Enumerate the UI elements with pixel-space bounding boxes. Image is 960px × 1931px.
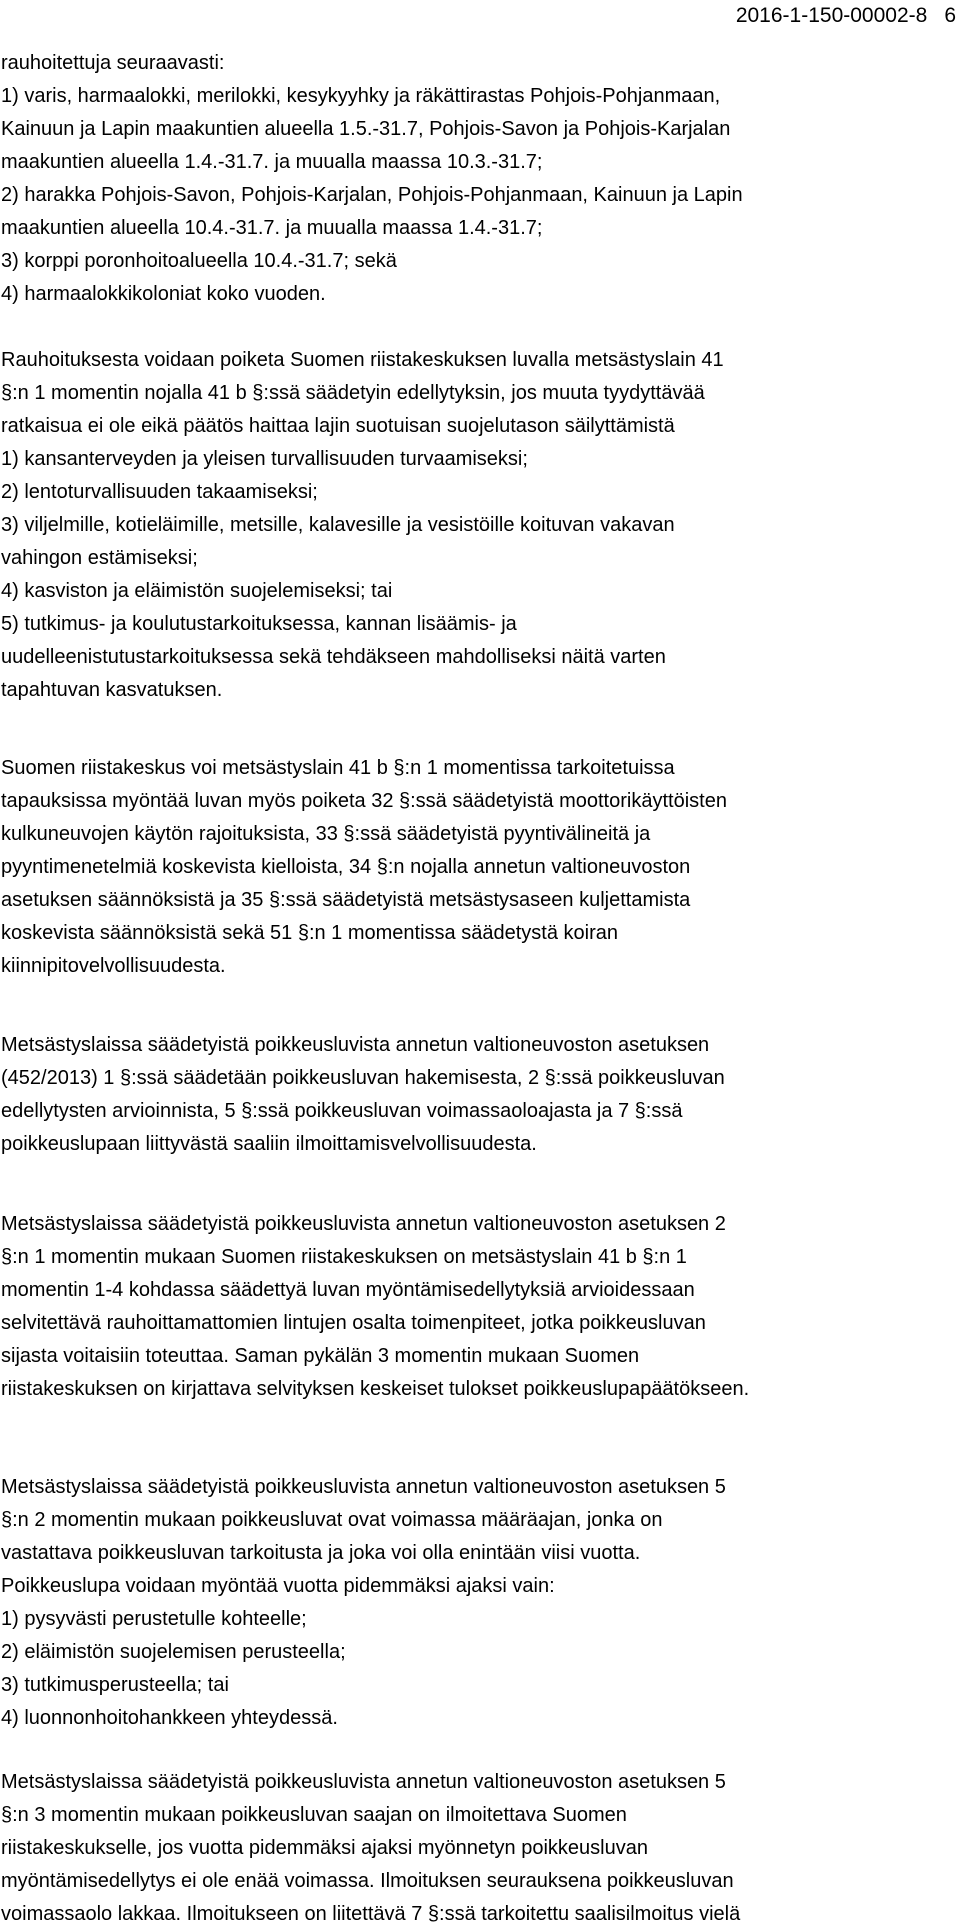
paragraph — [1, 752, 727, 983]
text-line: §:n 1 momentin nojalla 41 b §:ssä säädetyin edellytyksin, jos muuta tyydyttävää — [1, 382, 705, 404]
text-line: Suomen riistakeskus voi metsästyslain 41 b §:n 1 momentissa tarkoitetuissa — [1, 757, 675, 779]
text-line: voimassaolo lakkaa. Ilmoitukseen on liitettävä 7 §:ssä tarkoitettu saalisilmoitus vielä — [1, 1903, 741, 1925]
text-line: tapahtuvan kasvatuksen. — [1, 679, 223, 701]
text-line: Metsästyslaissa säädetyistä poikkeusluvista annetun valtioneuvoston asetuksen 5 — [1, 1771, 726, 1793]
text-line: kiinnipitovelvollisuudesta. — [1, 955, 226, 977]
text-line: 3) viljelmille, kotieläimille, metsille, kalavesille ja vesistöille koituvan vakavan — [1, 514, 675, 536]
text-line: Metsästyslaissa säädetyistä poikkeusluvista annetun valtioneuvoston asetuksen — [1, 1034, 710, 1056]
text-line: 1) kansanterveyden ja yleisen turvallisuuden turvaamiseksi; — [1, 448, 528, 470]
paragraph — [1, 47, 743, 311]
text-line: §:n 1 momentin mukaan Suomen riistakeskuksen on metsästyslain 41 b §:n 1 — [1, 1246, 687, 1268]
page-header — [736, 3, 956, 29]
text-line: maakuntien alueella 10.4.-31.7. ja muualla maassa 1.4.-31.7; — [1, 217, 543, 239]
text-line: (452/2013) 1 §:ssä säädetään poikkeusluvan hakemisesta, 2 §:ssä poikkeusluvan — [1, 1067, 725, 1089]
text-line: rauhoitettuja seuraavasti: — [1, 52, 225, 74]
text-line: 1) varis, harmaalokki, merilokki, kesykyyhky ja räkättirastas Pohjois-Pohjanmaan, — [1, 85, 721, 107]
text-line: selvitettävä rauhoittamattomien lintujen osalta toimenpiteet, jotka poikkeusluvan — [1, 1312, 706, 1334]
text-line: Rauhoituksesta voidaan poiketa Suomen riistakeskuksen luvalla metsästyslain 41 — [1, 349, 724, 371]
text-line: kulkuneuvojen käytön rajoituksista, 33 §:ssä säädetyistä pyyntivälineitä ja — [1, 823, 651, 845]
text-line: sijasta voitaisiin toteuttaa. Saman pykälän 3 momentin mukaan Suomen — [1, 1345, 640, 1367]
text-line: Kainuun ja Lapin maakuntien alueella 1.5.-31.7, Pohjois-Savon ja Pohjois-Karjalan — [1, 118, 731, 140]
text-line: 2) lentoturvallisuuden takaamiseksi; — [1, 481, 318, 503]
paragraph — [1, 344, 724, 707]
text-line: uudelleenistutustarkoituksessa sekä tehdäkseen mahdolliseksi näitä varten — [1, 646, 666, 668]
text-line: §:n 3 momentin mukaan poikkeusluvan saajan on ilmoitettava Suomen — [1, 1804, 627, 1826]
text-line: tapauksissa myöntää luvan myös poiketa 32 §:ssä säädetyistä moottorikäyttöisten — [1, 790, 727, 812]
text-line: 5) tutkimus- ja koulutustarkoituksessa, kannan lisäämis- ja — [1, 613, 517, 635]
text-line: pyyntimenetelmiä koskevista kielloista, 34 §:n nojalla annetun valtioneuvoston — [1, 856, 691, 878]
text-line: edellytysten arvioinnista, 5 §:ssä poikkeusluvan voimassaoloajasta ja 7 §:ssä — [1, 1100, 683, 1122]
document-id: 2016-1-150-00002-8 — [735, 4, 928, 27]
text-line: ratkaisua ei ole eikä päätös haittaa lajin suotuisan suojelutason säilyttämistä — [1, 415, 675, 437]
text-line: 4) kasviston ja eläimistön suojelemiseksi; tai — [1, 580, 393, 602]
text-line: Metsästyslaissa säädetyistä poikkeusluvista annetun valtioneuvoston asetuksen 2 — [1, 1213, 726, 1235]
text-line: momentin 1-4 kohdassa säädettyä luvan myöntämisedellytyksiä arvioidessaan — [1, 1279, 695, 1301]
text-line: asetuksen säännöksistä ja 35 §:ssä säädetyistä metsästysaseen kuljettamista — [1, 889, 691, 911]
page-number: 6 — [944, 4, 956, 27]
text-line: 3) korppi poronhoitoalueella 10.4.-31.7; sekä — [1, 250, 397, 272]
text-line: §:n 2 momentin mukaan poikkeusluvat ovat voimassa määräajan, jonka on — [1, 1509, 663, 1531]
text-line: riistakeskukselle, jos vuotta pidemmäksi ajaksi myönnetyn poikkeusluvan — [1, 1837, 648, 1859]
text-line: myöntämisedellytys ei ole enää voimassa. Ilmoituksen seurauksena poikkeusluvan — [1, 1870, 734, 1892]
text-line: koskevista säännöksistä sekä 51 §:n 1 momentissa säädetystä koiran — [1, 922, 618, 944]
text-line: 1) pysyvästi perustetulle kohteelle; — [1, 1608, 307, 1630]
text-line: 2) harakka Pohjois-Savon, Pohjois-Karjalan, Pohjois-Pohjanmaan, Kainuun ja Lapin — [1, 184, 743, 206]
text-line: riistakeskuksen on kirjattava selvityksen keskeiset tulokset poikkeuslupapäätökseen. — [1, 1378, 750, 1400]
text-line: 2) eläimistön suojelemisen perusteella; — [1, 1641, 346, 1663]
text-line: poikkeuslupaan liittyvästä saaliin ilmoittamisvelvollisuudesta. — [1, 1133, 537, 1155]
text-line: Poikkeuslupa voidaan myöntää vuotta pidemmäksi ajaksi vain: — [1, 1575, 555, 1597]
text-line: 4) harmaalokkikoloniat koko vuoden. — [1, 283, 326, 305]
paragraph — [1, 1029, 725, 1161]
paragraph — [1, 1766, 740, 1931]
text-line: vastattava poikkeusluvan tarkoitusta ja joka voi olla enintään viisi vuotta. — [1, 1542, 641, 1564]
paragraph — [1, 1471, 726, 1735]
text-line: 3) tutkimusperusteella; tai — [1, 1674, 229, 1696]
paragraph — [1, 1208, 749, 1406]
text-line: vahingon estämiseksi; — [1, 547, 198, 569]
text-line: maakuntien alueella 1.4.-31.7. ja muualla maassa 10.3.-31.7; — [1, 151, 543, 173]
text-line: 4) luonnonhoitohankkeen yhteydessä. — [1, 1707, 338, 1729]
text-line: Metsästyslaissa säädetyistä poikkeusluvista annetun valtioneuvoston asetuksen 5 — [1, 1476, 726, 1498]
